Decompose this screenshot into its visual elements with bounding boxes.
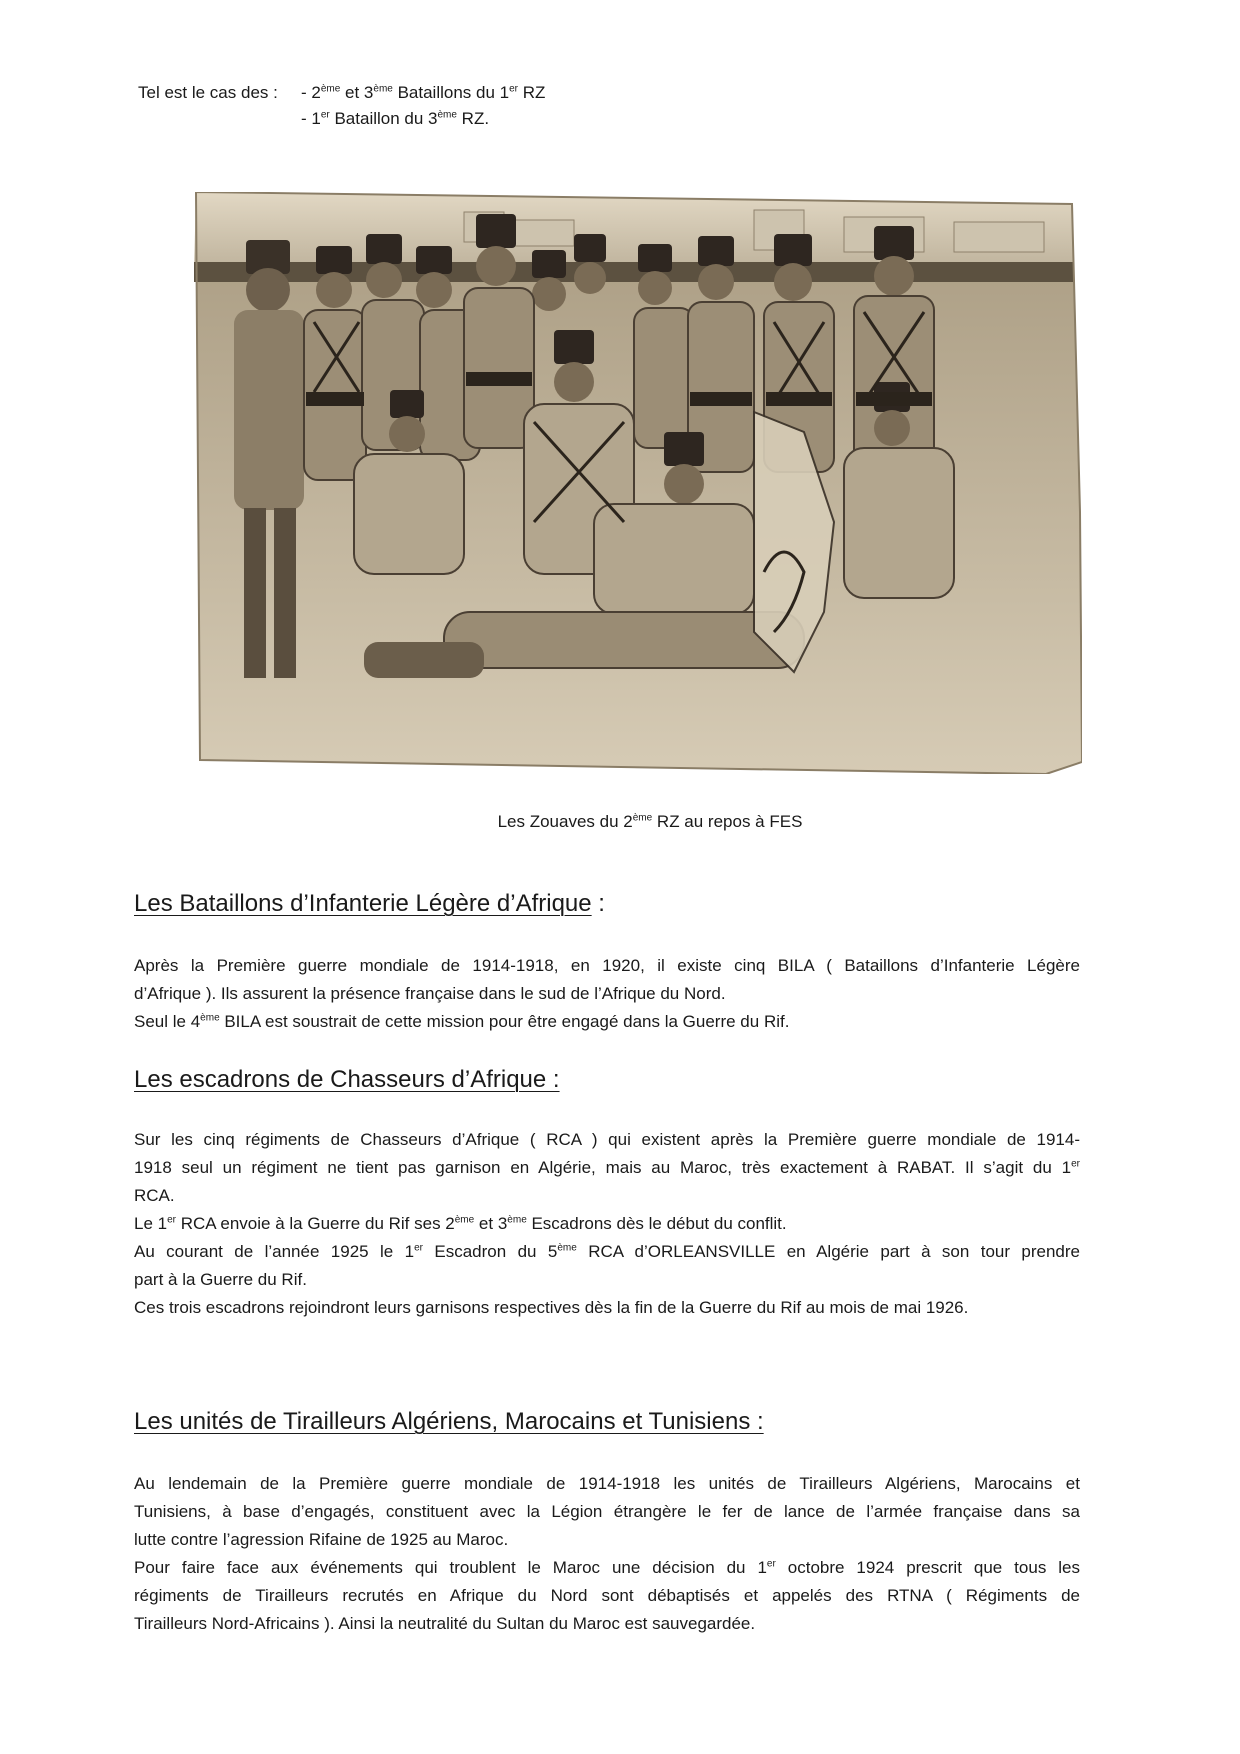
section-title-chasseurs: Les escadrons de Chasseurs d’Afrique : [134, 1066, 560, 1093]
bila-line-2: d’Afrique ). Ils assurent la présence française dans le sud de l’Afrique du Nord. [134, 984, 726, 1003]
rca-line-2: 1918 seul un régiment ne tient pas garnison en Algérie, mais au Maroc, très exactement à RABAT. Il s’agit du 1er [134, 1158, 1080, 1177]
tirailleurs-line-3: lutte contre l’agression Rifaine de 1925 au Maroc. [134, 1530, 509, 1549]
tirailleurs-line-6: Tirailleurs Nord-Africains ). Ainsi la neutralité du Sultan du Maroc est sauvegardée. [134, 1614, 756, 1633]
section-title-tirailleurs: Les unités de Tirailleurs Algériens, Marocains et Tunisiens : [134, 1408, 764, 1435]
bila-line-3: Seul le 4ème BILA est soustrait de cette mission pour être engagé dans la Guerre du Rif. [134, 1012, 790, 1031]
tirailleurs-line-4: Pour faire face aux événements qui troublent le Maroc une décision du 1er octobre 1924 prescrit que tous les [134, 1558, 1080, 1577]
rca-line-3: RCA. [134, 1186, 175, 1205]
tirailleurs-line-2: Tunisiens, à base d’engagés, constituent avec la Légion étrangère le fer de lance de l’armée française dans sa [134, 1502, 1080, 1521]
intro-line-2-text: - 1er Bataillon du 3ème RZ. [301, 109, 490, 128]
rca-line-5: Au courant de l’année 1925 le 1er Escadron du 5ème RCA d’ORLEANSVILLE en Algérie part à son tour prendre [134, 1242, 1081, 1261]
rca-line-7: Ces trois escadrons rejoindront leurs garnisons respectives dès la fin de la Guerre du Rif au mois de mai 1926. [134, 1298, 969, 1317]
section-tirailleurs-paragraph [134, 1470, 1080, 1638]
zouaves-group-photo [194, 192, 1082, 774]
tirailleurs-line-1: Au lendemain de la Première guerre mondiale de 1914-1918 les unités de Tirailleurs Algériens, Marocains et [134, 1474, 1080, 1493]
bila-line-1: Après la Première guerre mondiale de 1914-1918, en 1920, il existe cinq BILA ( Bataillons d’Infanterie Légère [134, 956, 1080, 975]
photo-caption: Les Zouaves du 2ème RZ au repos à FES [497, 812, 803, 831]
rca-line-6: part à la Guerre du Rif. [134, 1270, 307, 1289]
tirailleurs-line-5: régiments de Tirailleurs recrutés en Afrique du Nord sont débaptisés et appelés des RTNA ( Régiments de [134, 1586, 1080, 1605]
intro-line-1 [138, 80, 545, 106]
rca-line-1: Sur les cinq régiments de Chasseurs d’Afrique ( RCA ) qui existent après la Première guerre mondiale de 1914- [134, 1130, 1080, 1149]
section-bila-paragraph [134, 952, 1080, 1036]
intro-lead: Tel est le cas des : [138, 83, 278, 102]
section-title-bila: Les Bataillons d’Infanterie Légère d’Afrique : [134, 890, 605, 917]
intro-block [138, 80, 545, 132]
rca-line-4: Le 1er RCA envoie à la Guerre du Rif ses 2ème et 3ème Escadrons dès le début du conflit. [134, 1214, 787, 1233]
intro-line-1-text: - 2ème et 3ème Bataillons du 1er RZ [301, 83, 546, 102]
section-chasseurs-paragraph [134, 1126, 1080, 1322]
intro-line-2 [138, 106, 545, 132]
